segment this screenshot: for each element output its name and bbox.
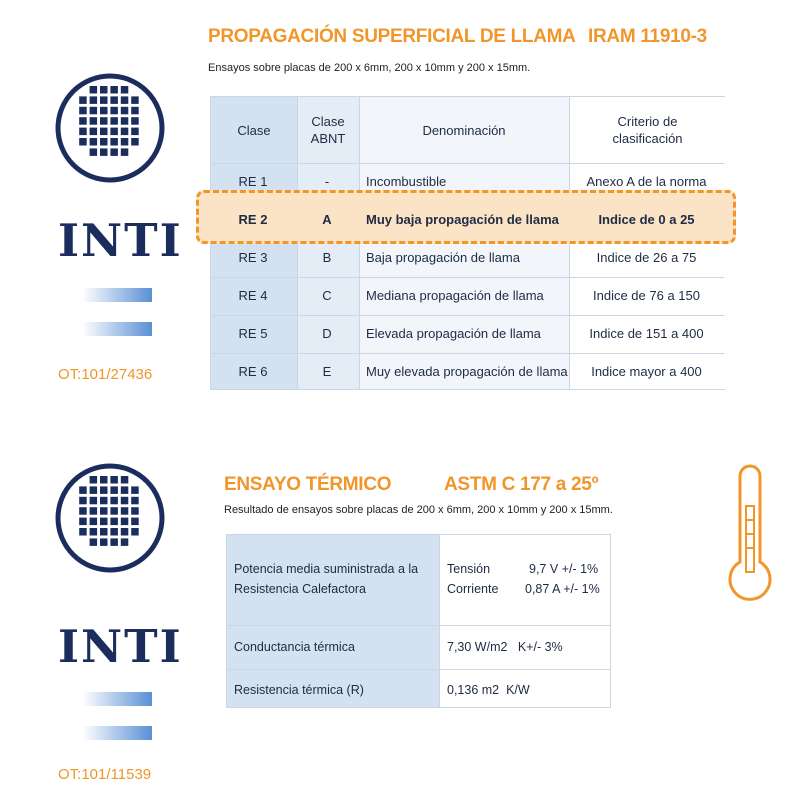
- row-criterio: Indice de 76 a 150: [593, 287, 700, 303]
- grid-square: [90, 476, 98, 484]
- thermometer-icon: [728, 462, 772, 612]
- row-criterio: Indice mayor a 400: [591, 363, 702, 379]
- stripe: [82, 322, 152, 336]
- row-denominacion: Muy elevada propagación de llama: [366, 363, 568, 379]
- grid-square: [100, 497, 108, 505]
- grid-square: [90, 86, 98, 94]
- grid-square: [110, 148, 118, 156]
- grid-square: [90, 507, 98, 515]
- row-denominacion: Baja propagación de llama: [366, 249, 520, 265]
- grid-square: [110, 538, 118, 546]
- grid-square: [90, 138, 98, 146]
- section-title: ENSAYO TÉRMICO: [224, 474, 392, 495]
- row-clase: RE 3: [238, 249, 268, 265]
- grid-square: [110, 528, 118, 536]
- grid-square: [121, 96, 129, 104]
- header-criterio: Criterio de clasificación: [612, 114, 683, 146]
- grid-square: [110, 86, 118, 94]
- grid-square: [90, 497, 98, 505]
- grid-square: [131, 507, 139, 515]
- row-clase: RE 6: [238, 363, 268, 379]
- row-value: 7,30 W/m2 K+/- 3%: [447, 640, 563, 654]
- grid-square: [121, 486, 129, 494]
- grid-square: [131, 486, 139, 494]
- grid-square: [79, 96, 87, 104]
- grid-square: [110, 507, 118, 515]
- grid-square: [90, 117, 98, 125]
- grid-square: [121, 107, 129, 115]
- brand-name: INTI: [58, 214, 183, 267]
- row-clase: RE 2: [238, 211, 268, 227]
- grid-square: [90, 107, 98, 115]
- grid-square: [90, 148, 98, 156]
- grid-square: [131, 497, 139, 505]
- grid-square: [121, 476, 129, 484]
- grid-icon: [52, 60, 168, 200]
- grid-square: [110, 107, 118, 115]
- row-criterio: Indice de 151 a 400: [589, 325, 704, 341]
- row-criterio: Indice de 0 a 25: [598, 211, 695, 227]
- grid-square: [121, 497, 129, 505]
- grid-square: [100, 117, 108, 125]
- brand-name: INTI: [58, 620, 183, 673]
- header-clase: Clase: [237, 122, 271, 138]
- row-clase-abnt: -: [324, 173, 330, 189]
- grid-square: [79, 518, 87, 526]
- grid-square: [90, 518, 98, 526]
- thermal-table: [226, 534, 611, 708]
- grid-square: [90, 538, 98, 546]
- grid-square: [131, 107, 139, 115]
- row-clase: RE 1: [238, 173, 268, 189]
- grid-square: [121, 518, 129, 526]
- grid-square: [79, 128, 87, 136]
- header-clase-abnt: Clase ABNT: [310, 114, 346, 146]
- grid-square: [100, 96, 108, 104]
- row-clase-abnt: E: [322, 363, 332, 379]
- grid-square: [110, 128, 118, 136]
- section-title: PROPAGACIÓN SUPERFICIAL DE LLAMA: [208, 26, 576, 47]
- grid-square: [121, 138, 129, 146]
- row-label: Conductancia térmica: [234, 640, 355, 654]
- grid-square: [100, 538, 108, 546]
- grid-square: [110, 96, 118, 104]
- grid-square: [79, 528, 87, 536]
- grid-square: [110, 518, 118, 526]
- item-name: Corriente: [447, 582, 499, 596]
- row-value: 0,136 m2 K/W: [447, 683, 530, 697]
- ot-number: OT:101/11539: [58, 766, 152, 783]
- section-subtitle: Resultado de ensayos sobre placas de 200 x 6mm, 200 x 10mm y 200 x 15mm.: [224, 504, 613, 516]
- row-denominacion: Incombustible: [366, 173, 447, 189]
- stripe: [82, 692, 152, 706]
- grid-square: [100, 486, 108, 494]
- section-subtitle: Ensayos sobre placas de 200 x 6mm, 200 x 10mm y 200 x 15mm.: [208, 62, 531, 74]
- row-clase-abnt: A: [322, 211, 332, 227]
- grid-square: [100, 107, 108, 115]
- grid-square: [100, 128, 108, 136]
- row-clase-abnt: B: [322, 249, 332, 265]
- row-clase: RE 4: [238, 287, 268, 303]
- grid-square: [90, 486, 98, 494]
- row-denominacion: Elevada propagación de llama: [366, 325, 541, 341]
- grid-square: [131, 528, 139, 536]
- grid-icon: [52, 450, 168, 590]
- grid-square: [79, 117, 87, 125]
- grid-square: [79, 138, 87, 146]
- grid-square: [110, 497, 118, 505]
- grid-square: [131, 128, 139, 136]
- grid-square: [121, 148, 129, 156]
- row-clase-abnt: D: [322, 325, 332, 341]
- row-denominacion: Mediana propagación de llama: [366, 287, 544, 303]
- row-criterio: Anexo A de la norma: [586, 173, 707, 189]
- grid-square: [121, 507, 129, 515]
- grid-square: [100, 148, 108, 156]
- grid-square: [110, 476, 118, 484]
- standard-code: ASTM C 177 a 25º: [444, 474, 599, 495]
- grid-square: [90, 528, 98, 536]
- standard-code: IRAM 11910-3: [588, 26, 707, 47]
- row-denominacion: Muy baja propagación de llama: [366, 211, 559, 227]
- grid-square: [79, 107, 87, 115]
- grid-square: [79, 507, 87, 515]
- stripe: [82, 726, 152, 740]
- grid-square: [90, 128, 98, 136]
- grid-square: [131, 96, 139, 104]
- row-clase-abnt: C: [322, 287, 332, 303]
- grid-square: [100, 518, 108, 526]
- grid-square: [131, 518, 139, 526]
- grid-square: [79, 497, 87, 505]
- grid-square: [100, 507, 108, 515]
- grid-square: [90, 96, 98, 104]
- grid-square: [110, 138, 118, 146]
- grid-square: [79, 486, 87, 494]
- ot-number: OT:101/27436: [58, 366, 153, 383]
- grid-square: [121, 86, 129, 94]
- grid-square: [110, 486, 118, 494]
- stripe: [82, 288, 152, 302]
- row-clase: RE 5: [238, 325, 268, 341]
- grid-square: [121, 528, 129, 536]
- grid-square: [100, 476, 108, 484]
- grid-square: [110, 117, 118, 125]
- header-denominacion: Denominación: [422, 122, 506, 138]
- grid-square: [131, 138, 139, 146]
- row-label: Resistencia térmica (R): [234, 683, 364, 697]
- item-name: Tensión: [447, 562, 491, 576]
- item-value: 9,7 V +/- 1%: [529, 562, 599, 576]
- grid-square: [100, 138, 108, 146]
- row-label: Potencia media suministrada a la Resistencia Calefactora: [234, 562, 419, 596]
- grid-square: [121, 128, 129, 136]
- item-value: 0,87 A +/- 1%: [525, 582, 600, 596]
- row-criterio: Indice de 26 a 75: [596, 249, 697, 265]
- grid-square: [121, 117, 129, 125]
- grid-square: [121, 538, 129, 546]
- grid-square: [100, 528, 108, 536]
- grid-square: [100, 86, 108, 94]
- grid-square: [131, 117, 139, 125]
